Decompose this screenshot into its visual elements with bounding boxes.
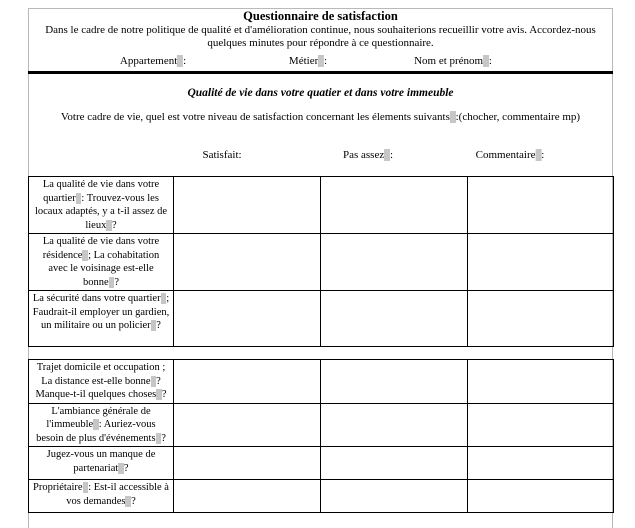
nbsp-mark bbox=[384, 149, 390, 161]
nbsp-mark bbox=[93, 419, 99, 430]
table-row bbox=[29, 403, 614, 447]
field-label-metier: Métier : bbox=[288, 55, 328, 67]
document-title: Questionnaire de satisfaction bbox=[243, 9, 398, 23]
table-row bbox=[29, 177, 614, 234]
nbsp-mark bbox=[125, 496, 131, 507]
field-label-appartement: Appartement : bbox=[119, 55, 187, 67]
question-cell: Propriétaire : Est-il accessible à vos demandes ? bbox=[29, 480, 174, 513]
nbsp-mark bbox=[109, 277, 115, 288]
intro-paragraph: Dans le cadre de notre politique de qualité et d'amélioration continue, nous souhaiterions recueillir votre avis. Accordez-nous quelques minutes pour répondre à ce questionnaire. bbox=[45, 24, 596, 49]
table-row bbox=[29, 480, 614, 513]
nbsp-mark bbox=[151, 320, 157, 331]
nbsp-mark bbox=[483, 55, 489, 67]
satisfaction-table-1 bbox=[28, 176, 614, 347]
nbsp-mark bbox=[450, 111, 456, 123]
answer-cell-pas-assez[interactable] bbox=[321, 447, 468, 480]
nbsp-mark bbox=[156, 433, 162, 444]
nbsp-mark bbox=[83, 482, 89, 493]
answer-cell-commentaire[interactable] bbox=[468, 177, 614, 234]
nbsp-mark bbox=[318, 55, 324, 67]
answer-cell-satisfait[interactable] bbox=[174, 360, 321, 404]
answer-cell-commentaire[interactable] bbox=[468, 447, 614, 480]
answer-cell-satisfait[interactable] bbox=[174, 447, 321, 480]
question-cell: La qualité de vie dans votre résidence ; La cohabitation avec le voisinage est-elle bonne ? bbox=[29, 234, 174, 291]
answer-cell-pas-assez[interactable] bbox=[321, 234, 468, 291]
answer-cell-commentaire[interactable] bbox=[468, 360, 614, 404]
answer-cell-commentaire[interactable] bbox=[468, 480, 614, 513]
answer-cell-pas-assez[interactable] bbox=[321, 360, 468, 404]
answer-cell-commentaire[interactable] bbox=[468, 234, 614, 291]
nbsp-mark bbox=[177, 55, 183, 67]
question-cell: Jugez-vous un manque de partenariat ? bbox=[29, 447, 174, 480]
field-label-nom-prenom: Nom et prénom : bbox=[414, 55, 492, 67]
answer-cell-pas-assez[interactable] bbox=[321, 480, 468, 513]
answer-cell-pas-assez[interactable] bbox=[321, 403, 468, 447]
section-heading: Qualité de vie dans votre quatier et dans votre immeuble bbox=[187, 87, 454, 99]
nbsp-mark bbox=[118, 463, 124, 474]
table-row bbox=[29, 234, 614, 291]
nbsp-mark bbox=[156, 389, 162, 400]
answer-cell-satisfait[interactable] bbox=[174, 291, 321, 347]
answer-cell-satisfait[interactable] bbox=[174, 480, 321, 513]
nbsp-mark bbox=[106, 220, 112, 231]
question-cell: La qualité de vie dans votre quartier : Trouvez-vous les locaux adaptés, y a t-il assez de lieux ? bbox=[29, 177, 174, 234]
table-row bbox=[29, 447, 614, 480]
satisfaction-table-2 bbox=[28, 359, 614, 513]
answer-cell-commentaire[interactable] bbox=[468, 403, 614, 447]
answer-cell-satisfait[interactable] bbox=[174, 403, 321, 447]
answer-cell-satisfait[interactable] bbox=[174, 177, 321, 234]
nbsp-mark bbox=[161, 293, 167, 304]
nbsp-mark bbox=[151, 376, 157, 387]
answer-cell-satisfait[interactable] bbox=[174, 234, 321, 291]
answer-cell-commentaire[interactable] bbox=[468, 291, 614, 347]
question-cell: Trajet domicile et occupation ; La distance est-elle bonne ? Manque-t-il quelques choses ? bbox=[29, 360, 174, 404]
question-cell: L'ambiance générale de l'immeuble : Auriez-vous besoin de plus d'événements ? bbox=[29, 403, 174, 447]
nbsp-mark bbox=[536, 149, 542, 161]
column-header-pas-assez: Pas assez : bbox=[342, 149, 394, 161]
table-row bbox=[29, 291, 614, 347]
table-row bbox=[29, 360, 614, 404]
column-header-satisfait: Satisfait: bbox=[202, 149, 242, 161]
answer-cell-pas-assez[interactable] bbox=[321, 177, 468, 234]
column-header-commentaire: Commentaire : bbox=[475, 149, 545, 161]
nbsp-mark bbox=[76, 193, 82, 204]
instruction-line: Votre cadre de vie, quel est votre niveau de satisfaction concernant les élements suivants :(chocher, commentaire mp) bbox=[60, 111, 581, 123]
question-cell: La sécurité dans votre quartier ; Faudrait-il employer un gardien, un militaire ou un policier ? bbox=[29, 291, 174, 347]
horizontal-rule bbox=[28, 71, 613, 74]
nbsp-mark bbox=[82, 250, 88, 261]
answer-cell-pas-assez[interactable] bbox=[321, 291, 468, 347]
